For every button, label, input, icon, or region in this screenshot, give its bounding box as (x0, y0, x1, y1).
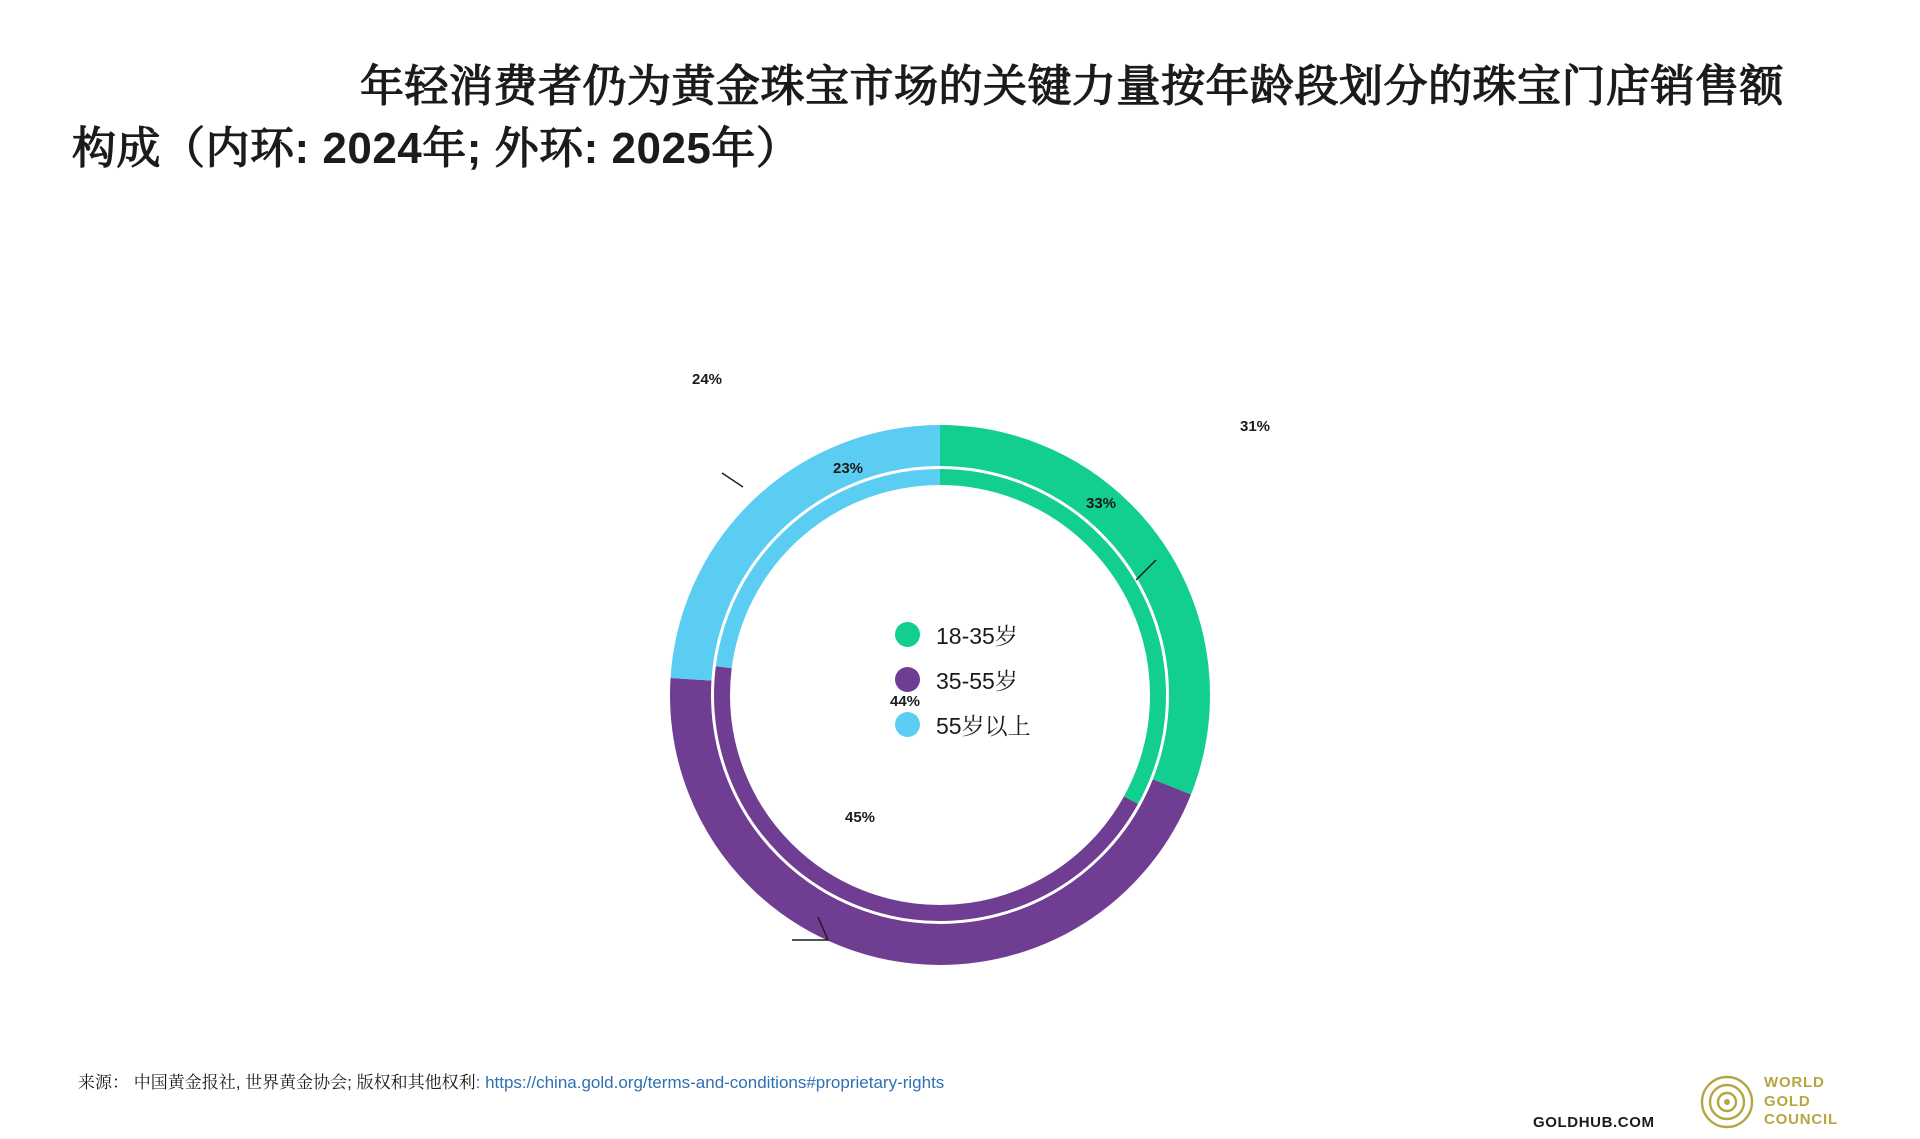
wgc-logo-line3: COUNCIL (1764, 1111, 1838, 1129)
leader-line-outer-55-plus (722, 473, 743, 487)
wgc-logo-text (1764, 1074, 1838, 1130)
wgc-logo-line1: WORLD (1764, 1073, 1825, 1091)
title-lead: 年轻消费者仍为黄金珠宝市场的关键力量 (360, 62, 1161, 111)
wgc-logo-line2: GOLD (1764, 1092, 1811, 1110)
inner-label-35-55: 44% (890, 693, 921, 710)
world-gold-council-logo (1700, 1073, 1890, 1131)
legend-color-swatch-icon (895, 667, 920, 692)
legend-label-18-35: 18-35岁 (936, 623, 1018, 649)
legend-item-35-55 (895, 657, 1125, 702)
wgc-spiral-icon (1700, 1075, 1754, 1129)
source-link[interactable]: : https://china.gold.org/terms-and-conditions#proprietary-rights (475, 1073, 945, 1092)
legend-label-55-plus: 55岁以上 (936, 713, 1031, 739)
source-text: 来源： 中国黄金报社, 世界黄金协会; 版权和其他权利 (78, 1073, 476, 1092)
source-note (78, 1068, 944, 1093)
legend-item-18-35 (895, 612, 1125, 657)
legend-item-55-plus (895, 702, 1125, 747)
chart-legend (895, 612, 1125, 747)
legend-color-swatch-icon (895, 622, 920, 647)
page-title (72, 56, 1792, 181)
inner-label-55-plus: 23% (833, 460, 864, 477)
outer-label-35-55: 45% (845, 809, 876, 826)
goldhub-label: GOLDHUB.COM (1533, 1114, 1655, 1131)
legend-color-swatch-icon (895, 712, 920, 737)
outer-label-18-35: 31% (1240, 418, 1271, 435)
inner-label-18-35: 33% (1086, 495, 1117, 512)
title-rest: 按年龄段划分的珠宝门店销售额构成（内环: 2024年; 外环: 2025年） (72, 62, 1784, 174)
legend-label-35-55: 35-55岁 (936, 668, 1018, 694)
outer-label-55-plus: 24% (692, 371, 723, 388)
